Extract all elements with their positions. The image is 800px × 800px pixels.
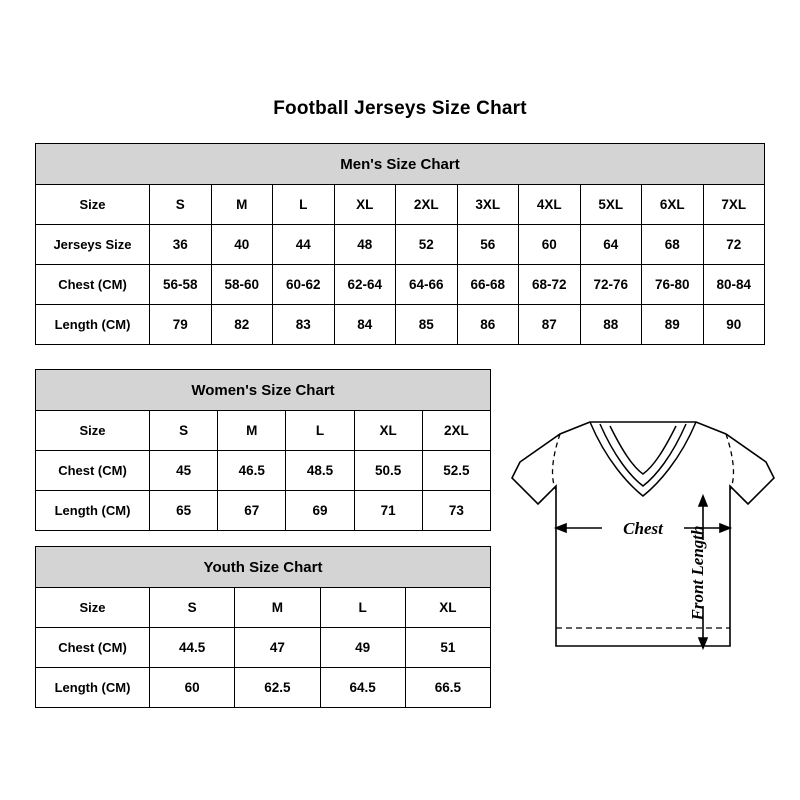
mens-size-table (35, 143, 765, 345)
cell: M (218, 411, 286, 451)
row-label: Size (36, 185, 150, 225)
cell: S (150, 588, 235, 628)
jersey-measurement-diagram (498, 400, 788, 690)
cell: 7XL (703, 185, 765, 225)
cell: 60 (519, 225, 581, 265)
cell: 76-80 (642, 265, 704, 305)
cell: 73 (422, 491, 490, 531)
mens-size-chart (35, 143, 765, 345)
cell: 72 (703, 225, 765, 265)
table-caption-row (36, 370, 491, 411)
cell: 3XL (457, 185, 519, 225)
table-row (36, 225, 765, 265)
chest-label: Chest (623, 519, 663, 538)
row-label: Chest (CM) (36, 451, 150, 491)
cell: 44 (273, 225, 335, 265)
cell: S (150, 411, 218, 451)
table-row (36, 305, 765, 345)
cell: 69 (286, 491, 354, 531)
table-row (36, 265, 765, 305)
table-row (36, 185, 765, 225)
cell: 64 (580, 225, 642, 265)
row-label: Length (CM) (36, 491, 150, 531)
table-caption-row (36, 144, 765, 185)
cell: 50.5 (354, 451, 422, 491)
cell: 62.5 (235, 668, 320, 708)
cell: 49 (320, 628, 405, 668)
cell: 40 (211, 225, 273, 265)
page-title: Football Jerseys Size Chart (273, 98, 527, 119)
sleeve-seam-lines (538, 434, 748, 504)
row-label: Size (36, 588, 150, 628)
cell: 83 (273, 305, 335, 345)
cell: S (150, 185, 212, 225)
cell: 48 (334, 225, 396, 265)
cell: 89 (642, 305, 704, 345)
cell: 88 (580, 305, 642, 345)
cell: 71 (354, 491, 422, 531)
row-label: Jerseys Size (36, 225, 150, 265)
cell: 52.5 (422, 451, 490, 491)
cell: M (235, 588, 320, 628)
cell: 56-58 (150, 265, 212, 305)
cell: 62-64 (334, 265, 396, 305)
cell: L (320, 588, 405, 628)
cell: 64.5 (320, 668, 405, 708)
cell: 56 (457, 225, 519, 265)
cell: L (286, 411, 354, 451)
table-row (36, 668, 491, 708)
table-row (36, 451, 491, 491)
cell: XL (354, 411, 422, 451)
cell: 58-60 (211, 265, 273, 305)
cell: 5XL (580, 185, 642, 225)
table-row (36, 411, 491, 451)
cell: 84 (334, 305, 396, 345)
cell: XL (334, 185, 396, 225)
cell: 52 (396, 225, 458, 265)
table-row (36, 588, 491, 628)
cell: 46.5 (218, 451, 286, 491)
cell: 86 (457, 305, 519, 345)
cell: 45 (150, 451, 218, 491)
cell: 66.5 (405, 668, 490, 708)
cell: 80-84 (703, 265, 765, 305)
table-row (36, 491, 491, 531)
cell: 2XL (396, 185, 458, 225)
collar-icon (590, 422, 696, 496)
cell: 87 (519, 305, 581, 345)
cell: 60-62 (273, 265, 335, 305)
cell: XL (405, 588, 490, 628)
cell: 47 (235, 628, 320, 668)
cell: 67 (218, 491, 286, 531)
cell: 66-68 (457, 265, 519, 305)
front-length-label: Front Length (688, 525, 707, 621)
womens-size-table (35, 369, 491, 531)
row-label: Chest (CM) (36, 265, 150, 305)
cell: 65 (150, 491, 218, 531)
cell: 48.5 (286, 451, 354, 491)
cell: 6XL (642, 185, 704, 225)
youth-size-chart (35, 546, 491, 708)
row-label: Size (36, 411, 150, 451)
cell: 44.5 (150, 628, 235, 668)
row-label: Length (CM) (36, 668, 150, 708)
cell: 82 (211, 305, 273, 345)
youth-size-table (35, 546, 491, 708)
cell: M (211, 185, 273, 225)
cell: 90 (703, 305, 765, 345)
row-label: Length (CM) (36, 305, 150, 345)
mens-caption: Men's Size Chart (36, 144, 765, 185)
cell: 64-66 (396, 265, 458, 305)
table-row (36, 628, 491, 668)
womens-caption: Women's Size Chart (36, 370, 491, 411)
cell: 51 (405, 628, 490, 668)
cell: 36 (150, 225, 212, 265)
cell: 4XL (519, 185, 581, 225)
table-caption-row (36, 547, 491, 588)
youth-caption: Youth Size Chart (36, 547, 491, 588)
cell: 68-72 (519, 265, 581, 305)
cell: 85 (396, 305, 458, 345)
womens-size-chart (35, 369, 491, 531)
cell: 79 (150, 305, 212, 345)
cell: 2XL (422, 411, 490, 451)
cell: 68 (642, 225, 704, 265)
cell: 72-76 (580, 265, 642, 305)
cell: 60 (150, 668, 235, 708)
cell: L (273, 185, 335, 225)
row-label: Chest (CM) (36, 628, 150, 668)
